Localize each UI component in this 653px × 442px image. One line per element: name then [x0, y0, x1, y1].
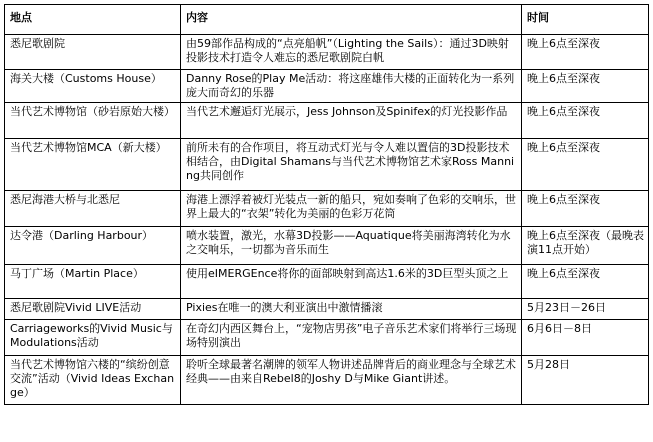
content-cell: 前所未有的合作项目，将互动式灯光与令人难以置信的3D投影技术相结合，由Digital Shamans与当代艺术博物馆艺术家Ross Manning共同创作 — [181, 139, 522, 191]
time-cell: 晚上6点至深夜 — [522, 70, 649, 103]
table-row — [5, 356, 649, 405]
location-cell: 海关大楼（Customs House） — [5, 70, 181, 103]
location-cell: 达令港（Darling Harbour） — [5, 227, 181, 265]
location-cell: Carriageworks的Vivid Music与Modulations活动 — [5, 320, 181, 356]
location-cell: 悉尼歌剧院 — [5, 35, 181, 70]
header-content: 内容 — [181, 5, 522, 35]
table-row — [5, 191, 649, 227]
time-cell: 晚上6点至深夜 — [522, 191, 649, 227]
content-cell: 喷水装置，激光，水幕3D投影——Aquatique将美丽海湾转化为水之交响乐，一切都为音乐而生 — [181, 227, 522, 265]
time-cell: 6月6日－8日 — [522, 320, 649, 356]
table-row — [5, 35, 649, 70]
content-cell: 使用eIMERGEnce将你的面部映射到高达1.6米的3D巨型头顶之上 — [181, 265, 522, 299]
table-row — [5, 70, 649, 103]
time-cell: 晚上6点至深夜（最晚表演11点开始） — [522, 227, 649, 265]
table-row — [5, 299, 649, 320]
content-cell: 在奇幻内西区舞台上，“宠物店男孩”电子音乐艺术家们将举行三场现场特别演出 — [181, 320, 522, 356]
content-cell: 当代艺术邂逅灯光展示，Jess Johnson及Spinifex的灯光投影作品 — [181, 103, 522, 139]
header-location: 地点 — [5, 5, 181, 35]
header-time: 时间 — [522, 5, 649, 35]
location-cell: 当代艺术博物馆六楼的“缤纷创意交流”活动（Vivid Ideas Exchange） — [5, 356, 181, 405]
table-row — [5, 265, 649, 299]
time-cell: 5月23日－26日 — [522, 299, 649, 320]
time-cell: 5月28日 — [522, 356, 649, 405]
table-header-row — [5, 5, 649, 35]
content-cell: 海港上漂浮着被灯光装点一新的船只，宛如奏响了色彩的交响乐，世界上最大的“衣架”转化为美丽的色彩万花筒 — [181, 191, 522, 227]
table-row — [5, 103, 649, 139]
content-cell: 由59部作品构成的“点亮船帆”（Lighting the Sails）：通过3D映射投影技术打造令人难忘的悉尼歌剧院白帆 — [181, 35, 522, 70]
location-cell: 当代艺术博物馆（砂岩原始大楼） — [5, 103, 181, 139]
table-row — [5, 227, 649, 265]
content-cell: 聆听全球最著名潮牌的领军人物讲述品牌背后的商业理念与全球艺术经典——由来自Rebel8的Joshy D与Mike Giant讲述。 — [181, 356, 522, 405]
table-row — [5, 139, 649, 191]
location-cell: 当代艺术博物馆MCA（新大楼） — [5, 139, 181, 191]
event-schedule-table — [4, 4, 649, 405]
location-cell: 马丁广场（Martin Place） — [5, 265, 181, 299]
time-cell: 晚上6点至深夜 — [522, 139, 649, 191]
time-cell: 晚上6点至深夜 — [522, 103, 649, 139]
content-cell: Pixies在唯一的澳大利亚演出中激情播滚 — [181, 299, 522, 320]
location-cell: 悉尼海港大桥与北悉尼 — [5, 191, 181, 227]
content-cell: Danny Rose的Play Me活动：将这座雄伟大楼的正面转化为一系列庞大而奇幻的乐器 — [181, 70, 522, 103]
location-cell: 悉尼歌剧院Vivid LIVE活动 — [5, 299, 181, 320]
time-cell: 晚上6点至深夜 — [522, 265, 649, 299]
table-row — [5, 320, 649, 356]
time-cell: 晚上6点至深夜 — [522, 35, 649, 70]
